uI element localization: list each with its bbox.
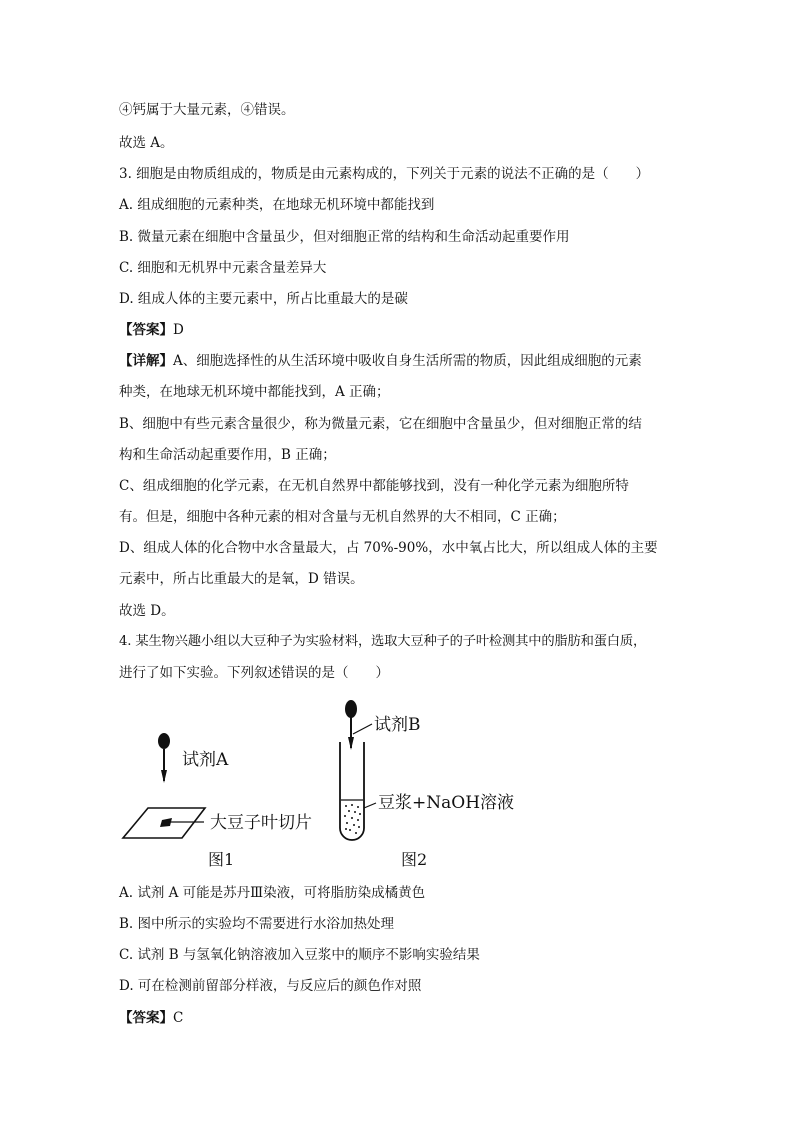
- question-3-stem: 3. 细胞是由物质组成的，物质是由元素构成的，下列关于元素的说法不正确的是（ ）: [119, 166, 650, 182]
- explanation-line: 构和生命活动起重要作用，B 正确；: [119, 447, 336, 463]
- test-tube: [340, 742, 364, 840]
- text-line: ④钙属于大量元素，④错误。: [119, 102, 295, 118]
- question-3-answer: [119, 321, 184, 339]
- question-3-option-c: C. 细胞和无机界中元素含量差异大: [119, 260, 327, 276]
- question-3-option-a: A. 组成细胞的元素种类，在地球无机环境中都能找到: [119, 197, 435, 213]
- question-3-option-d: D. 组成人体的主要元素中，所占比重最大的是碳: [119, 291, 408, 307]
- explanation-line: 有。但是，细胞中各种元素的相对含量与无机自然界的大不相同，C 正确；: [119, 509, 566, 525]
- explanation-line: C、组成细胞的化学元素，在无机自然界中都能够找到，没有一种化学元素为细胞所特: [119, 478, 629, 494]
- slide-outline: [123, 808, 205, 838]
- reagent-a-label: 试剂A: [182, 750, 229, 770]
- explanation-line: 种类，在地球无机环境中都能找到，A 正确；: [119, 384, 390, 400]
- question-4-option-d: D. 可在检测前留部分样液，与反应后的颜色作对照: [119, 978, 422, 994]
- explanation-line: D、组成人体的化合物中水含量最大，占 70%-90%，水中氧占比大，所以组成人体的主要: [119, 540, 658, 556]
- answer-label: 【答案】: [119, 322, 173, 338]
- question-4-option-c: C. 试剂 B 与氢氧化钠溶液加入豆浆中的顺序不影响实验结果: [119, 947, 480, 963]
- selection-line: 故选 D。: [119, 603, 175, 619]
- figure-2-caption: 图2: [401, 850, 428, 869]
- explanation-label: 【详解】: [119, 353, 173, 369]
- explanation-line: B、细胞中有些元素含量很少，称为微量元素，它在细胞中含量虽少，但对细胞正常的结: [119, 416, 642, 432]
- answer-value: C: [173, 1010, 184, 1026]
- question-4-option-b: B. 图中所示的实验均不需要进行水浴加热处理: [119, 916, 395, 932]
- question-4-answer: [119, 1009, 183, 1027]
- reagent-b-label: 试剂B: [374, 715, 421, 735]
- dropper-b: [345, 700, 357, 750]
- answer-value: D: [173, 322, 184, 338]
- figure-1-caption: 图1: [208, 850, 235, 869]
- slice-label: 大豆子叶切片: [210, 813, 312, 833]
- leaf-slice: [160, 818, 172, 827]
- dropper-a: [158, 733, 170, 783]
- explanation-line: [119, 352, 642, 370]
- question-4-stem: 4. 某生物兴趣小组以大豆种子为实验材料，选取大豆种子的子叶检测其中的脂肪和蛋白质，: [119, 634, 647, 649]
- text-line: 故选 A。: [119, 135, 174, 151]
- answer-label: 【答案】: [119, 1010, 173, 1026]
- question-4-option-a: A. 试剂 A 可能是苏丹Ⅲ染液，可将脂肪染成橘黄色: [119, 885, 426, 901]
- solution-pointer: [364, 803, 376, 808]
- explanation-line: 元素中，所占比重最大的是氧，D 错误。: [119, 571, 364, 587]
- question-4-stem-cont: 进行了如下实验。下列叙述错误的是（ ）: [119, 665, 389, 681]
- question-3-option-b: B. 微量元素在细胞中含量虽少，但对细胞正常的结构和生命活动起重要作用: [119, 229, 570, 245]
- solution-label: 豆浆+NaOH溶液: [378, 793, 515, 813]
- reagent-b-pointer: [353, 724, 372, 734]
- explanation-text: A、细胞选择性的从生活环境中吸收自身生活所需的物质，因此组成细胞的元素: [173, 353, 642, 369]
